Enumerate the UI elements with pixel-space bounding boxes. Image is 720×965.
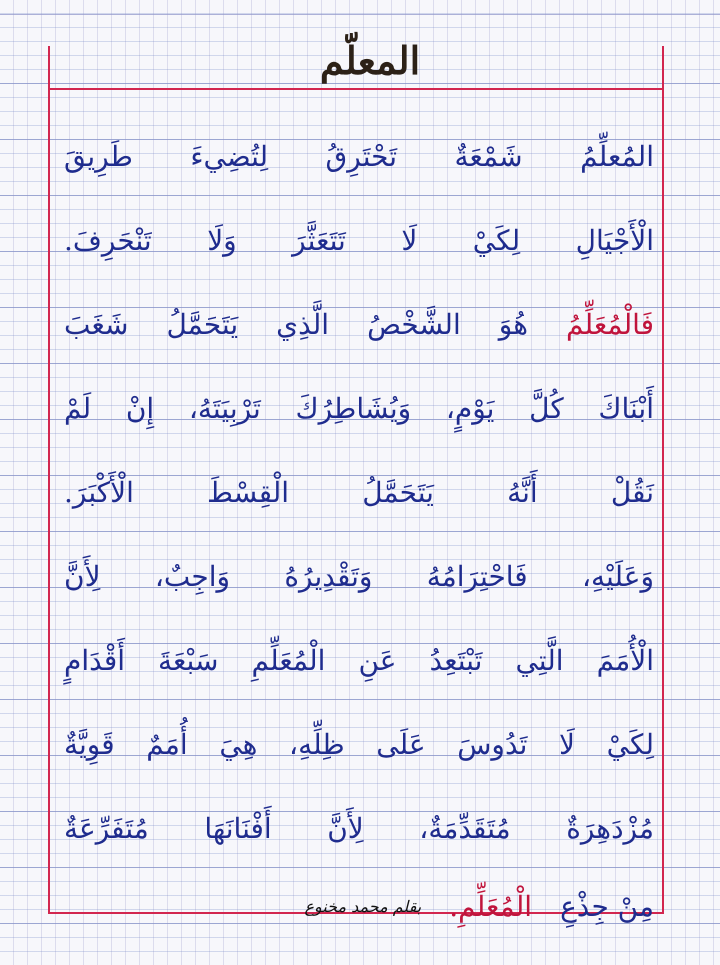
margin-line-left [48,46,50,914]
text-line: مُزْدَهِرَةٌ مُتَقَدِّمَةٌ، لِأَنَّ أَفْنَانَهَا مُتَفَرِّعَةٌ [64,812,654,845]
text-line: لِكَيْ لَا تَدُوسَ عَلَى ظِلِّهِ، هِيَ أُمَمٌ قَوِيَّةٌ [64,728,654,761]
highlighted-word: الْمُعَلِّمِ. [449,890,533,923]
text-line: المُعلِّمُ شَمْعَةٌ تَحْتَرِقُ لِتُضِيءَ طَرِيقَ [64,140,654,173]
text-line: وَعَلَيْهِ، فَاحْتِرَامُهُ وَتَقْدِيرُهُ وَاجِبٌ، لِأَنَّ [64,560,654,593]
text-line: أَبْنَاكَ كُلَّ يَوْمٍ، وَيُشَاطِرُكَ تَرْبِيَتَهُ، إِنْ لَمْ [64,392,654,425]
text-line: الْأَجْيَالِ لِكَيْ لَا تَتَعَثَّرَ وَلَا تَنْحَرِفَ. [64,224,654,257]
margin-line-right [662,46,664,914]
closing-line [64,878,654,936]
page-title: المعلّم [319,37,421,83]
highlighted-word: فَالْمُعَلِّمُ [565,308,655,341]
text-line: نَقُلْ أَنَّهُ يَتَحَمَّلُ الْقِسْطَ الْأَكْبَرَ. [64,476,654,509]
text-line: الْأُمَمَ الَّتِي تَبْتَعِدُ عَنِ الْمُعَلِّمِ سَبْعَةَ أَقْدَامٍ [64,644,654,677]
text-fragment: هُوَ الشَّخْصُ الَّذِي يَتَحَمَّلُ شَغَبَ [64,308,528,341]
text-fragment: مِنْ جِذْعِ [560,890,654,923]
signature: بقلم محمد مخنوع [304,897,422,916]
text-line [64,296,654,354]
